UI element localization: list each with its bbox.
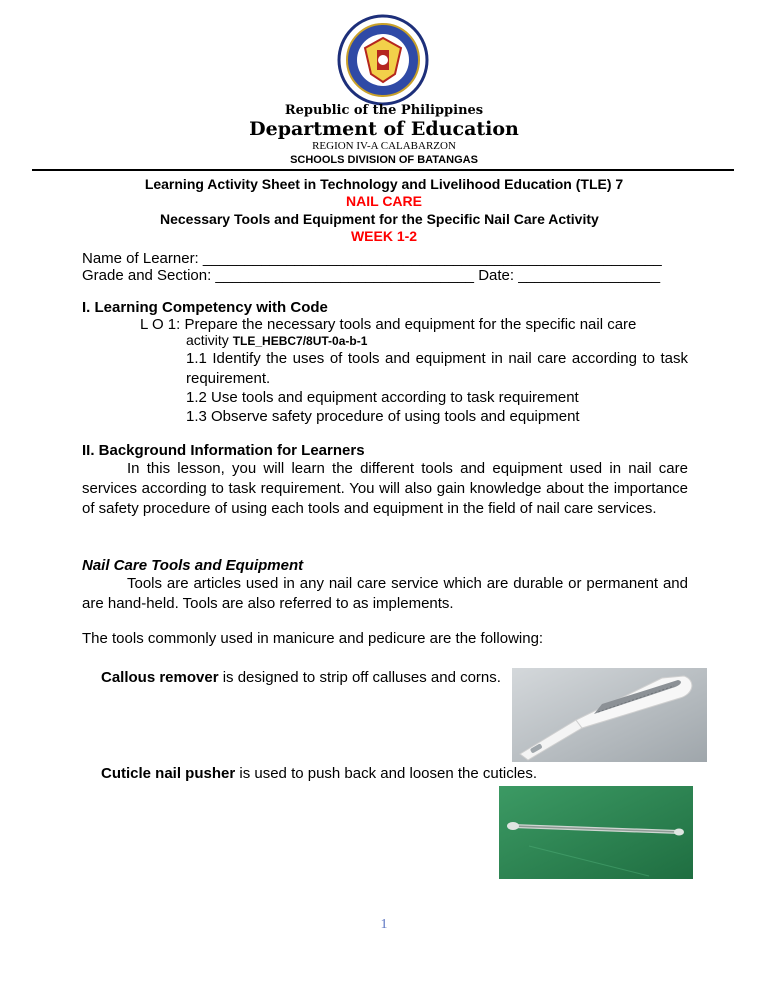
division-label: SCHOOLS DIVISION OF BATANGAS — [290, 154, 478, 166]
tools-paragraph: Tools are articles used in any nail care service which are durable or permanent and are hand-held. Tools are also referred to as implements. — [82, 575, 688, 612]
cuticle-pusher-term: Cuticle nail pusher — [101, 765, 236, 782]
republic-label: Republic of the Philippines — [284, 103, 484, 118]
cuticle-pusher-desc: is used to push back and loosen the cuticles. — [235, 765, 538, 782]
callous-remover-line — [101, 668, 501, 687]
header-divider — [32, 169, 734, 171]
topic-title: Necessary Tools and Equipment for the Specific Nail Care Activity — [160, 211, 599, 227]
competency-item-1: 1.1 Identify the uses of tools and equipment in nail care according to task requirement. — [186, 350, 688, 387]
sheet-title: Learning Activity Sheet in Technology and Livelihood Education (TLE) 7 — [144, 176, 624, 192]
competency-item-3: 1.3 Observe safety procedure of using tools and equipment — [186, 408, 580, 425]
background-paragraph: In this lesson, you will learn the different tools and equipment used in nail care services according to task requirement. You will also gain knowledge about the importance of safety procedure of using each tools and equipment in the field of nail care services. — [82, 460, 688, 517]
page-number: 1 — [380, 917, 388, 932]
subject-title: NAIL CARE — [346, 193, 422, 209]
tools-paragraph-box — [82, 574, 688, 614]
cuticle-pusher-line — [101, 764, 537, 783]
week-label: WEEK 1-2 — [350, 228, 418, 244]
callous-remover-desc: is designed to strip off calluses and corns. — [218, 669, 501, 686]
region-label: REGION IV-A CALABARZON — [312, 140, 456, 152]
cuticle-pusher-image — [499, 786, 693, 879]
callous-remover-term: Callous remover — [101, 669, 219, 686]
tools-heading: Nail Care Tools and Equipment — [82, 557, 304, 574]
learner-name-field[interactable]: Name of Learner: _______________________________________________________ — [82, 250, 662, 267]
grade-section-date-field[interactable]: Grade and Section: _______________________________ Date: _________________ — [82, 267, 661, 284]
lo1-activity-line — [186, 332, 367, 350]
competency-heading: I. Learning Competency with Code — [82, 299, 328, 316]
callous-remover-image — [512, 668, 707, 762]
competency-item-2: 1.2 Use tools and equipment according to task requirement — [186, 389, 579, 406]
background-heading: II. Background Information for Learners — [82, 442, 365, 459]
lo1-activity: activity — [186, 332, 229, 348]
competency-code: TLE_HEBC7/8UT-0a-b-1 — [232, 334, 368, 348]
deped-seal — [337, 14, 429, 106]
tools-intro: The tools commonly used in manicure and pedicure are the following: — [82, 630, 544, 647]
lo1-line: L O 1: Prepare the necessary tools and equipment for the specific nail care — [140, 316, 637, 333]
background-paragraph-box — [82, 459, 688, 519]
department-label: Department of Education — [249, 118, 519, 140]
